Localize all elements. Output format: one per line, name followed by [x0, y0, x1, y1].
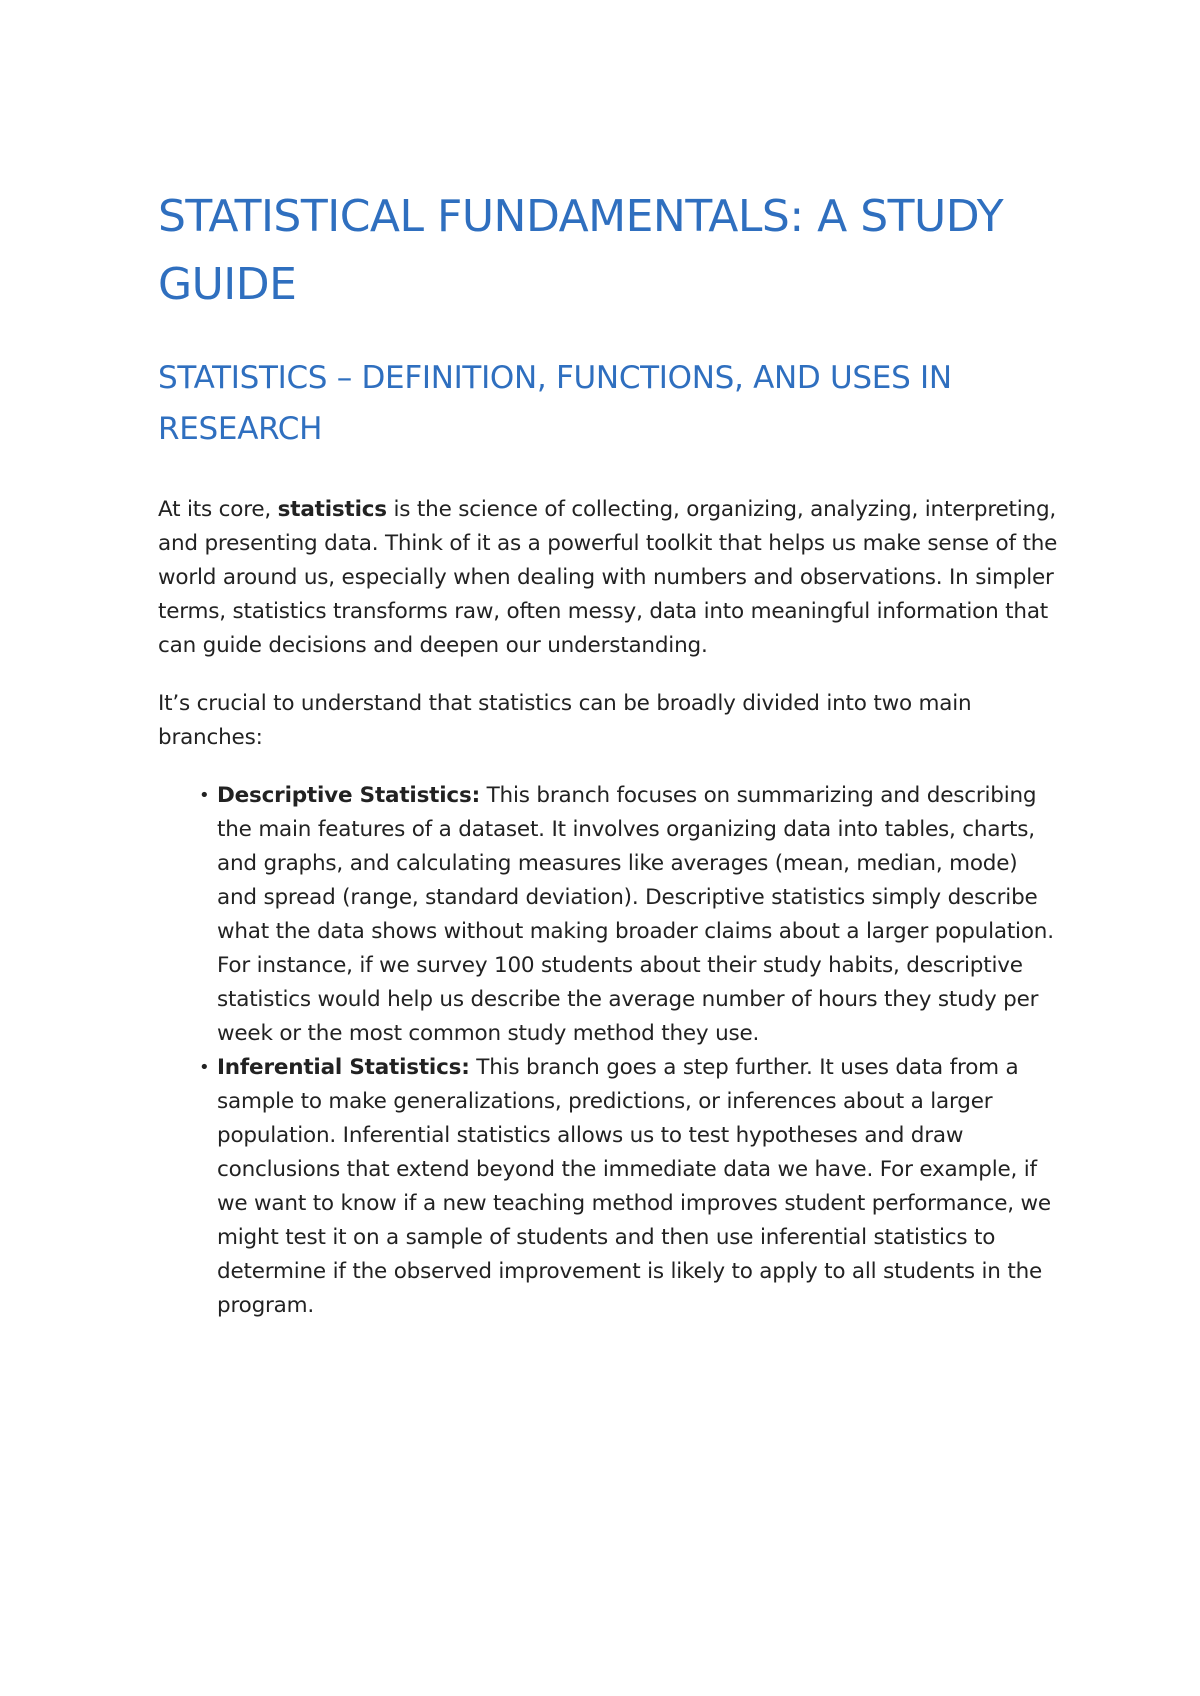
list-item-text: This branch focuses on summarizing and describing the main features of a dataset. It involves organizing data into tables, charts, and graphs, and calculating measures like averages (mean, median, mode) and spread (range, standard deviation). Descriptive statistics simply describe what the data shows without making broader claims about a larger population. For instance, if we survey 100 students about their study habits, descriptive statistics would help us describe the average number of hours they study per week or the most common study method they use. — [217, 783, 1054, 1046]
section-heading: STATISTICS – DEFINITION, FUNCTIONS, AND USES IN RESEARCH — [158, 360, 952, 447]
bullet-icon: • — [199, 785, 210, 806]
intro-rest: is the science of collecting, organizing, analyzing, interpreting, and presenting data. Think of it as a powerful toolkit that helps us make sense of the world around us, especially when dealing with numbers and observations. In simpler terms, statistics transforms raw, often messy, data into meaningful information that can guide decisions and deepen our understanding. — [158, 497, 1058, 658]
branches-intro-paragraph: It’s crucial to understand that statistics can be broadly divided into two main branches: — [158, 691, 972, 750]
bullet-icon: • — [199, 1057, 210, 1078]
intro-lead: At its core, — [158, 497, 278, 522]
list-item-inferential-statistics — [199, 1051, 1058, 1323]
list-item-descriptive-statistics — [199, 779, 1058, 1051]
list-item-term: Descriptive Statistics: — [217, 783, 480, 808]
document-title: STATISTICAL FUNDAMENTALS: A STUDY GUIDE — [158, 191, 1004, 310]
intro-paragraph — [158, 493, 1058, 663]
branches-list — [158, 779, 1058, 1323]
list-item-text: This branch goes a step further. It uses data from a sample to make generalizations, predictions, or inferences about a larger population. Inferential statistics allows us to test hypotheses and draw conclusions that extend beyond the immediate data we have. For example, if we want to know if a new teaching method improves student performance, we might test it on a sample of students and then use inferential statistics to determine if the observed improvement is likely to apply to all students in the program. — [217, 1055, 1051, 1318]
document-page — [158, 183, 1058, 1323]
list-item-term: Inferential Statistics: — [217, 1055, 470, 1080]
intro-term: statistics — [277, 497, 387, 522]
